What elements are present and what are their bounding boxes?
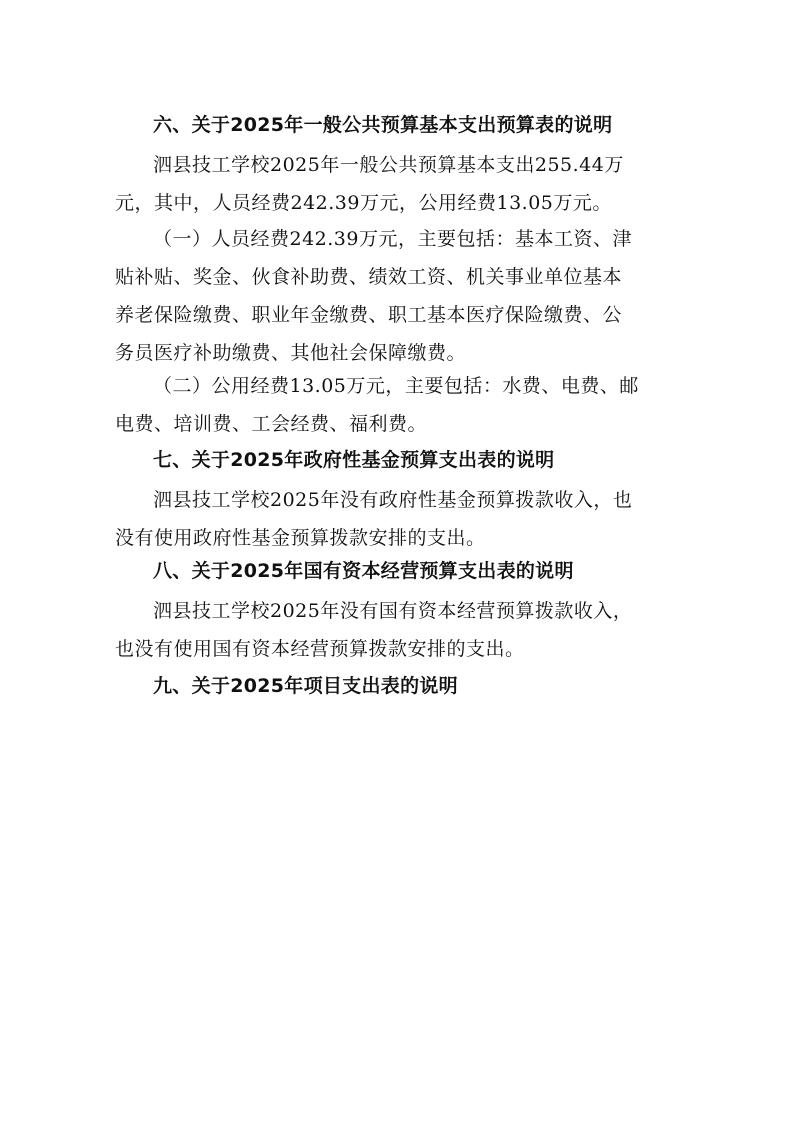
paragraph-state-capital <box>115 592 680 668</box>
section-heading-6: 六、关于2025年一般公共预算基本支出预算表的说明 <box>153 114 613 136</box>
paragraph-line: 养老保险缴费、职业年金缴费、职工基本医疗保险缴费、公 <box>115 304 623 326</box>
paragraph-line: 没有使用政府性基金预算拨款安排的支出。 <box>115 527 486 549</box>
paragraph-line: 也没有使用国有资本经营预算拨款安排的支出。 <box>115 638 525 660</box>
paragraph-personnel-expenses <box>115 220 680 372</box>
paragraph-government-fund <box>115 481 680 557</box>
paragraph-line: 元，其中，人员经费242.39万元，公用经费13.05万元。 <box>115 192 612 214</box>
paragraph-line: 电费、培训费、工会经费、福利费。 <box>115 413 428 435</box>
paragraph-basic-expenditure <box>115 146 680 222</box>
paragraph-line: 泗县技工学校2025年没有政府性基金预算拨款收入，也 <box>153 489 633 511</box>
paragraph-public-expenses <box>115 367 680 443</box>
paragraph-line: 务员医疗补助缴费、其他社会保障缴费。 <box>115 342 467 364</box>
paragraph-line: （二）公用经费13.05万元，主要包括：水费、电费、邮 <box>153 375 639 397</box>
paragraph-line: 贴补贴、奖金、伙食补助费、绩效工资、机关事业单位基本 <box>115 266 623 288</box>
section-heading-9: 九、关于2025年项目支出表的说明 <box>153 675 458 697</box>
section-heading-8: 八、关于2025年国有资本经营预算支出表的说明 <box>153 560 574 582</box>
paragraph-line: 泗县技工学校2025年没有国有资本经营预算拨款收入， <box>153 600 633 622</box>
paragraph-line: （一）人员经费242.39万元，主要包括：基本工资、津 <box>153 228 632 250</box>
section-heading-7: 七、关于2025年政府性基金预算支出表的说明 <box>153 449 555 471</box>
paragraph-line: 泗县技工学校2025年一般公共预算基本支出255.44万 <box>153 154 624 176</box>
